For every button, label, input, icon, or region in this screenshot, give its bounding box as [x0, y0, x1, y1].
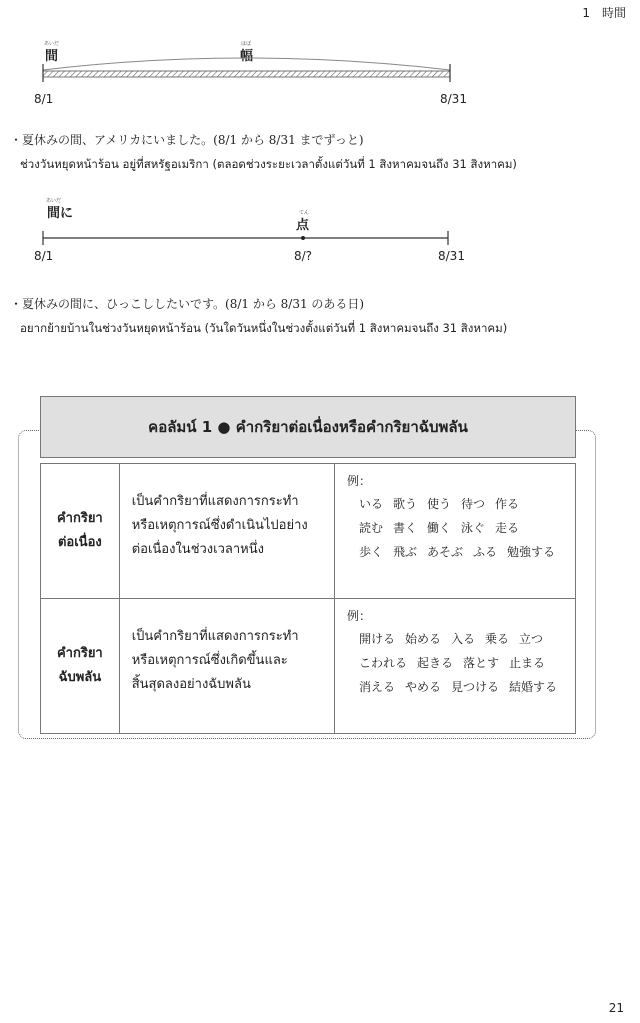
tick-label-start-2: 8/1: [34, 249, 54, 263]
chapter-header: 1 時間: [582, 6, 626, 20]
example-sentence-th-1: ช่วงวันหยุดหน้าร้อน อยู่ที่สหรัฐอเมริกา (ตลอดช่วงระยะเวลาตั้งแต่วันที่ 1 สิงหาคมจนถึง 31 สิงหาคม): [20, 157, 517, 171]
example-verb: 走る: [495, 521, 520, 535]
tick-label-end-2: 8/31: [438, 249, 465, 263]
description-line: เป็นคำกริยาที่แสดงการกระทำ: [131, 629, 299, 644]
description-line: สิ้นสุดลงอย่างฉับพลัน: [131, 677, 251, 692]
ruby-haba: はば: [241, 41, 252, 47]
example-verb: 入る: [450, 632, 475, 646]
example-row: [359, 648, 567, 672]
column-title: คอลัมน์ 1 ● คำกริยาต่อเนื่องหรือคำกริยาฉับพลัน: [40, 396, 576, 458]
point-line: [40, 227, 470, 247]
example-verb: 開ける: [358, 632, 395, 646]
ruby-aida-ni: あいだ: [46, 198, 62, 204]
tick-label-start: 8/1: [34, 92, 54, 106]
example-verb: ふる: [472, 545, 497, 559]
category-cell: [41, 599, 120, 734]
examples-label: 例：: [346, 609, 371, 623]
category-label: คำกริยา: [56, 511, 103, 526]
examples-label: 例：: [346, 474, 371, 488]
verb-table: [40, 463, 576, 734]
example-verb: 読む: [358, 521, 383, 535]
example-row: [359, 513, 567, 537]
example-verb: 見つける: [450, 680, 499, 694]
example-verb: 消える: [358, 680, 395, 694]
description-cell: [119, 599, 334, 734]
label-aida-ni: 間に: [47, 206, 74, 221]
tick-label-mid: 8/?: [294, 249, 313, 263]
example-verb: 作る: [495, 497, 520, 511]
example-row: [359, 489, 567, 513]
category-label: ฉับพลัน: [58, 670, 102, 685]
example-verb: 使う: [426, 497, 451, 511]
example-sentence-th-2: อยากย้ายบ้านในช่วงวันหยุดหน้าร้อน (วันใดวันหนึ่งในช่วงตั้งแต่วันที่ 1 สิงหาคมจนถึง 31 สิงหาคม): [20, 321, 508, 335]
example-row: [359, 672, 567, 696]
example-sentence-jp-1: ・夏休みの間、アメリカにいました。(8/1 から 8/31 までずっと): [10, 133, 364, 147]
label-haba: 幅: [240, 49, 254, 64]
label-ten: 点: [296, 218, 310, 233]
example-verb: やめる: [404, 680, 441, 694]
page-number: 21: [608, 1001, 624, 1015]
table-row: [41, 464, 576, 599]
description-line: ต่อเนื่องในช่วงเวลาหนึ่ง: [131, 542, 264, 557]
example-sentence-jp-2: ・夏休みの間に、ひっこししたいです。(8/1 から 8/31 のある日): [10, 297, 365, 311]
tick-label-end: 8/31: [440, 92, 467, 106]
example-verb: 飛ぶ: [392, 545, 417, 559]
description-cell: [119, 464, 334, 599]
category-cell: [41, 464, 120, 599]
table-row: [41, 599, 576, 734]
description-line: เป็นคำกริยาที่แสดงการกระทำ: [131, 494, 299, 509]
example-verb: 止まる: [508, 656, 545, 670]
point-diagram: [34, 197, 470, 267]
example-verb: 泳ぐ: [460, 521, 485, 535]
example-verb: 歌う: [392, 497, 417, 511]
example-verb: こわれる: [358, 656, 407, 670]
example-verb: 書く: [392, 521, 417, 535]
ruby-aida: あいだ: [44, 41, 60, 47]
span-diagram: [34, 40, 467, 106]
description-line: หรือเหตุการณ์ซึ่งเกิดขึ้นและ: [131, 653, 288, 668]
examples-cell: [334, 599, 575, 734]
span-bar: [40, 50, 460, 82]
example-verb: 乗る: [484, 632, 509, 646]
examples-cell: [334, 464, 575, 599]
example-verb: 起きる: [416, 656, 453, 670]
example-verb: 落とす: [462, 656, 499, 670]
description-line: หรือเหตุการณ์ซึ่งดำเนินไปอย่าง: [131, 518, 308, 533]
category-label: คำกริยา: [56, 646, 103, 661]
example-verb: 歩く: [358, 545, 383, 559]
ruby-ten: てん: [299, 210, 310, 216]
example-verb: 始める: [404, 632, 441, 646]
example-verb: 働く: [426, 521, 451, 535]
example-verb: 勉強する: [507, 545, 556, 559]
example-verb: あそぶ: [426, 545, 463, 559]
example-verb: 結婚する: [508, 680, 557, 694]
example-row: [359, 537, 567, 561]
category-label: ต่อเนื่อง: [57, 535, 102, 550]
example-row: [359, 624, 567, 648]
label-aida: 間: [45, 49, 59, 64]
example-verb: 立つ: [519, 632, 544, 646]
example-verb: 待つ: [460, 497, 485, 511]
example-verb: いる: [358, 497, 383, 511]
